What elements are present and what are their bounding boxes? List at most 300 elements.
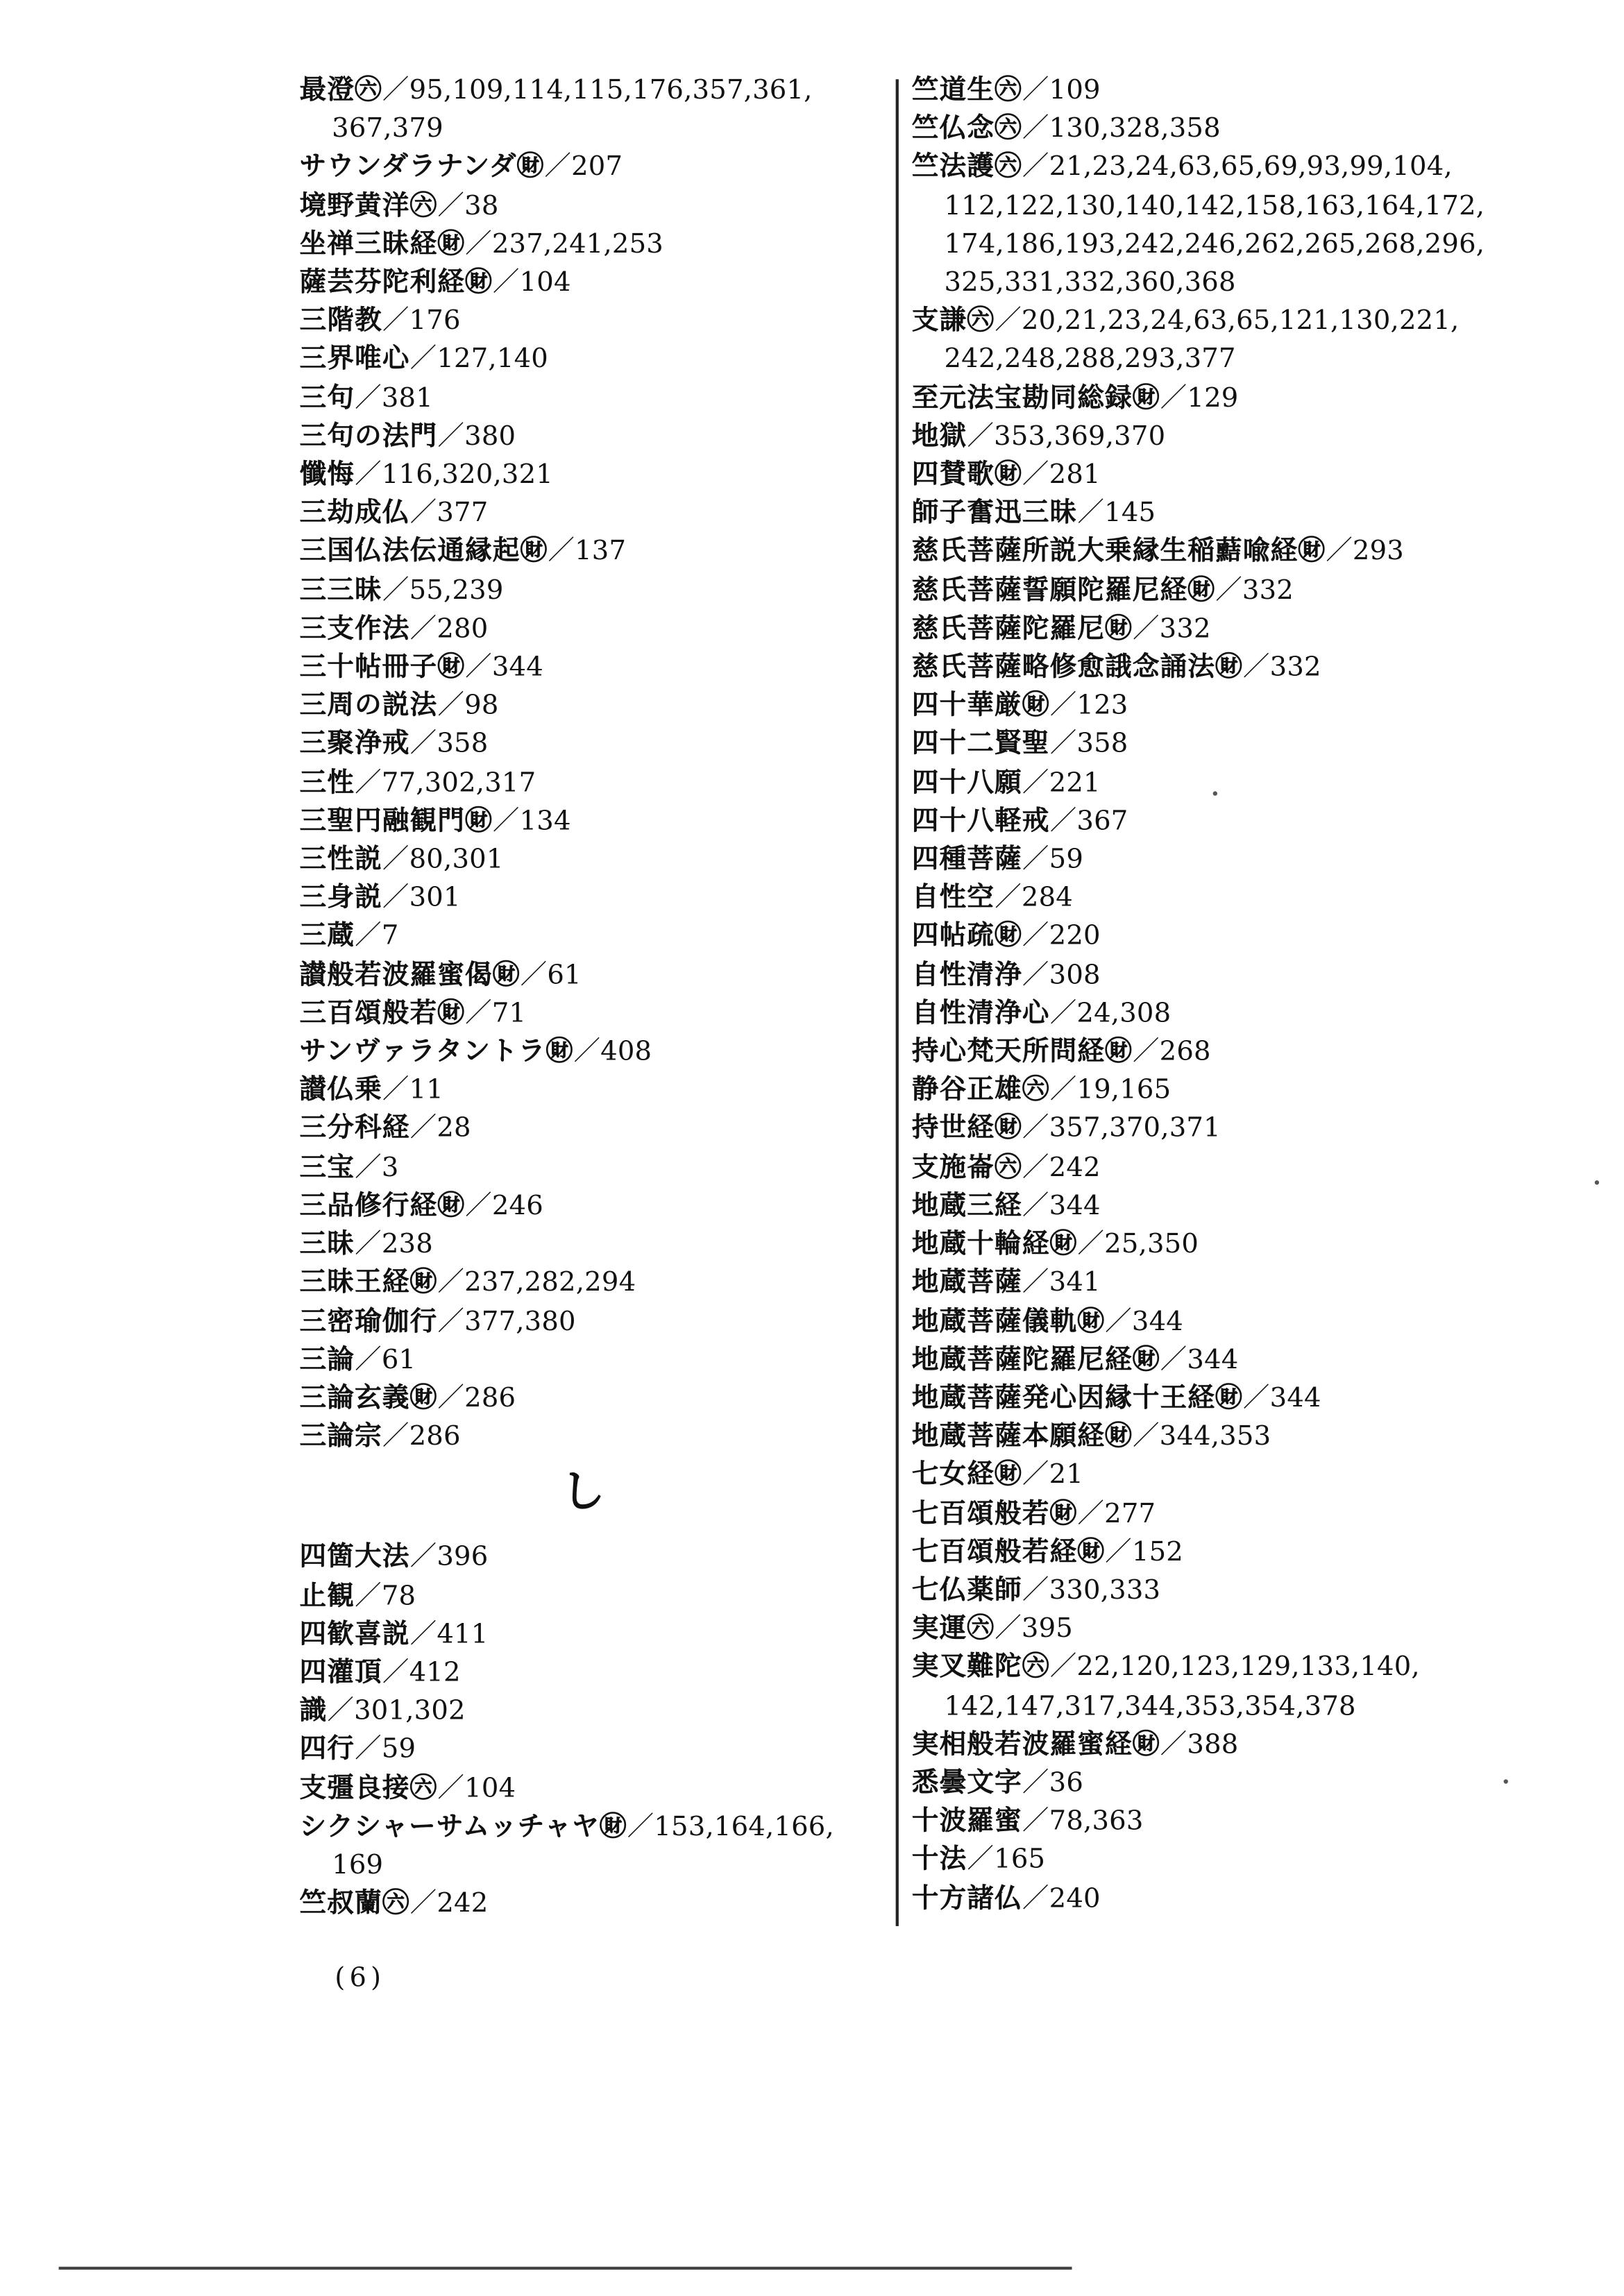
entry-separator: ／ (1022, 1190, 1049, 1222)
entry-term: 三密瑜伽行 (299, 1306, 438, 1337)
entry-separator: ／ (437, 1772, 465, 1804)
index-entry (912, 110, 1573, 148)
entry-line (300, 1808, 902, 1846)
index-entry (912, 1572, 1573, 1610)
entry-line (300, 803, 902, 841)
entry-line (912, 803, 1573, 841)
entry-separator: ／ (573, 1036, 601, 1068)
entry-term: 七百頌般若経㊖ (911, 1536, 1106, 1568)
entry-term: 七百頌般若㊖ (911, 1498, 1078, 1529)
entry-line (300, 1616, 902, 1654)
entry-term: 止観 (299, 1580, 355, 1612)
entry-separator: ／ (967, 1844, 995, 1876)
entry-page-refs: 344 (1049, 1190, 1101, 1222)
entry-page-refs: 220 (1049, 921, 1101, 953)
entry-line (912, 1572, 1573, 1610)
index-entry (912, 1226, 1573, 1264)
entry-line (912, 110, 1573, 148)
entry-term: 支謙㊅ (911, 305, 995, 337)
entry-page-refs: 145 (1104, 498, 1156, 529)
entry-separator: ／ (409, 1542, 437, 1573)
entry-term: 自性清浄 (911, 960, 1022, 991)
entry-separator: ／ (1049, 806, 1077, 837)
entry-page-refs: 280 (437, 613, 489, 645)
entry-line (300, 457, 902, 495)
entry-term: 三論玄義㊖ (299, 1382, 438, 1414)
entry-line (300, 1885, 902, 1923)
entry-term: 三聚浄戒 (299, 729, 410, 760)
entry-term: 三国仏法伝通縁起㊖ (299, 536, 548, 568)
index-entry (912, 957, 1573, 995)
entry-separator: ／ (465, 228, 492, 260)
index-entry (912, 841, 1573, 879)
entry-separator: ／ (382, 575, 409, 606)
index-entry (300, 149, 902, 187)
entry-page-refs: 153,164,166, (654, 1811, 834, 1842)
entry-term: 四帖疏㊖ (911, 921, 1022, 953)
entry-line (300, 1770, 902, 1808)
entry-page-refs: 7 (381, 921, 399, 953)
entry-separator: ／ (492, 806, 520, 837)
entry-page-refs: 332 (1269, 652, 1321, 683)
entry-page-refs: 240 (1049, 1882, 1101, 1914)
entry-line (912, 1187, 1573, 1225)
entry-line (300, 957, 902, 995)
entry-term: 地獄 (911, 420, 967, 452)
entry-page-refs: 165 (994, 1844, 1046, 1876)
entry-page-refs: 152 (1131, 1536, 1183, 1568)
index-entry (300, 1885, 902, 1923)
entry-term: 三性説 (299, 844, 382, 876)
entry-page-refs: 71 (491, 998, 527, 1029)
entry-line (300, 726, 902, 764)
entry-line (912, 957, 1573, 995)
entry-separator: ／ (1132, 613, 1160, 645)
entry-page-refs-continued: 174,186,193,242,246,262,265,268,296, (944, 228, 1485, 260)
index-entry (300, 880, 902, 918)
entry-term: 讃般若波羅蜜偈㊖ (299, 960, 521, 991)
entry-line (300, 1380, 902, 1418)
entry-term: 三句 (299, 382, 355, 414)
entry-term: 四灌頂 (299, 1657, 382, 1689)
entry-page-refs-continued: 325,331,332,360,368 (944, 267, 1236, 298)
entry-term: 四十二賢聖 (911, 729, 1050, 760)
index-entry (912, 1610, 1573, 1649)
entry-line (912, 1495, 1573, 1533)
entry-term: 三昧王経㊖ (299, 1267, 438, 1298)
index-entry (912, 149, 1573, 303)
index-entry (300, 303, 902, 341)
entry-term: 三蔵 (299, 921, 355, 953)
entry-separator: ／ (1049, 1075, 1077, 1106)
entry-page-refs: 344 (491, 652, 543, 683)
entry-page-refs: 238 (381, 1229, 433, 1260)
entry-separator: ／ (1326, 536, 1353, 568)
entry-line (912, 1226, 1573, 1264)
entry-line (912, 880, 1573, 918)
entry-separator: ／ (437, 1267, 465, 1298)
entry-line (300, 1418, 902, 1456)
entry-term: 慈氏菩薩陀羅尼㊖ (911, 613, 1133, 645)
entry-term: 薩芸芬陀利経㊖ (299, 267, 493, 298)
entry-line (300, 1264, 902, 1302)
entry-line (912, 649, 1573, 687)
entry-term: 地蔵菩薩陀羅尼経㊖ (911, 1344, 1160, 1375)
entry-separator: ／ (548, 536, 575, 568)
entry-page-refs: 412 (409, 1657, 461, 1689)
entry-page-refs: 381 (381, 382, 433, 414)
entry-line (912, 1341, 1573, 1379)
entry-page-refs-continued: 169 (332, 1849, 384, 1881)
entry-term: 三性 (299, 767, 355, 799)
index-entry (912, 1418, 1573, 1456)
entry-page-refs: 281 (1049, 459, 1101, 491)
entry-separator: ／ (1022, 767, 1049, 799)
entry-page-refs: 341 (1049, 1267, 1101, 1298)
entry-page-refs: 22,120,123,129,133,140, (1076, 1651, 1420, 1683)
entry-line (912, 149, 1573, 187)
entry-term: 四十八軽戒 (911, 806, 1050, 837)
entry-separator: ／ (355, 921, 382, 953)
entry-line (912, 303, 1573, 341)
entry-page-refs: 246 (491, 1190, 543, 1222)
entry-separator: ／ (465, 652, 492, 683)
entry-term: 慈氏菩薩誓願陀羅尼経㊖ (911, 575, 1216, 606)
index-entry (912, 1495, 1573, 1533)
entry-line (912, 1842, 1573, 1880)
index-entry (912, 572, 1573, 610)
entry-term: 三百頌般若㊖ (299, 998, 466, 1029)
entry-page-refs: 268 (1159, 1036, 1211, 1068)
entry-term: 四賛歌㊖ (911, 459, 1022, 491)
entry-term: 三支作法 (299, 613, 410, 645)
entry-term: 懺悔 (299, 459, 355, 491)
index-entry (300, 1149, 902, 1187)
entry-line (912, 765, 1573, 803)
index-entry (912, 1187, 1573, 1225)
entry-separator: ／ (382, 883, 409, 914)
index-entry (912, 1303, 1573, 1341)
entry-line (912, 1533, 1573, 1572)
index-entry (300, 995, 902, 1033)
entry-line (300, 765, 902, 803)
entry-page-refs: 344 (1269, 1382, 1321, 1414)
index-entry (300, 649, 902, 687)
index-entry (300, 1770, 902, 1808)
entry-term: 坐禅三昧経㊖ (299, 228, 466, 260)
entry-page-refs: 36 (1049, 1767, 1084, 1798)
entry-separator: ／ (355, 1344, 382, 1375)
entry-term: 三周の説法 (299, 690, 438, 722)
entry-separator: ／ (437, 690, 465, 722)
entry-line (912, 495, 1573, 534)
entry-separator: ／ (1049, 690, 1077, 722)
entry-separator: ／ (437, 420, 465, 452)
entry-separator: ／ (382, 305, 409, 337)
entry-term: 地蔵十輪経㊖ (911, 1229, 1078, 1260)
entry-separator: ／ (1022, 844, 1049, 876)
index-entry (300, 1418, 902, 1456)
entry-line (300, 1539, 902, 1577)
entry-separator: ／ (409, 1619, 437, 1650)
speck (1595, 1180, 1599, 1184)
index-entry (300, 72, 902, 149)
index-entry (912, 726, 1573, 764)
entry-separator: ／ (355, 1734, 382, 1765)
entry-page-refs: 242 (437, 1888, 489, 1919)
entry-page-refs: 98 (464, 690, 499, 722)
entry-page-refs: 332 (1159, 613, 1211, 645)
entry-line (300, 1303, 902, 1341)
entry-term: 慈氏菩薩所説大乗縁生稲䕸喩経㊖ (911, 536, 1326, 568)
entry-separator: ／ (382, 74, 409, 106)
index-entry (912, 1341, 1573, 1379)
entry-separator: ／ (995, 305, 1022, 337)
entry-separator: ／ (355, 459, 382, 491)
entry-term: 四行 (299, 1734, 355, 1765)
index-entry (912, 495, 1573, 534)
entry-term: 三宝 (299, 1152, 355, 1183)
entry-separator: ／ (492, 267, 520, 298)
entry-line (300, 841, 902, 879)
index-entry (912, 534, 1573, 572)
entry-line (300, 1149, 902, 1187)
entry-term: 地蔵菩薩発心因縁十王経㊖ (911, 1382, 1243, 1414)
index-entry (912, 688, 1573, 726)
index-entry (912, 1264, 1573, 1302)
entry-line (912, 1610, 1573, 1649)
entry-line (300, 1693, 902, 1731)
index-entry (300, 380, 902, 418)
index-entry (912, 303, 1573, 380)
index-entry (912, 1649, 1573, 1726)
entry-separator: ／ (355, 382, 382, 414)
index-entry (912, 1764, 1573, 1803)
index-entry (300, 495, 902, 534)
index-entry (912, 72, 1573, 110)
entry-term: 三論 (299, 1344, 355, 1375)
index-entry (300, 1693, 902, 1731)
entry-term: 三句の法門 (299, 420, 438, 452)
speck (1213, 791, 1217, 795)
entry-page-refs: 104 (464, 1772, 516, 1804)
entry-separator: ／ (1022, 1459, 1049, 1491)
entry-separator: ／ (1160, 382, 1187, 414)
index-entry (912, 418, 1573, 457)
entry-term: 四箇大法 (299, 1542, 410, 1573)
index-entry (300, 765, 902, 803)
entry-term: 地蔵菩薩本願経㊖ (911, 1421, 1133, 1452)
entry-line (300, 72, 902, 110)
entry-line (300, 1731, 902, 1769)
entry-line (300, 611, 902, 649)
index-entry (300, 572, 902, 610)
index-entry (300, 803, 902, 841)
entry-separator: ／ (355, 767, 382, 799)
entry-term: 四十華厳㊖ (911, 690, 1050, 722)
entry-separator: ／ (409, 498, 437, 529)
entry-page-refs: 11 (409, 1075, 444, 1106)
entry-page-refs: 277 (1104, 1498, 1156, 1529)
index-entry (300, 1226, 902, 1264)
entry-line (912, 457, 1573, 495)
entry-term: 慈氏菩薩略修愈誐念誦法㊖ (911, 652, 1243, 683)
entry-page-refs: 21,23,24,63,65,69,93,99,104, (1049, 151, 1453, 183)
entry-term: 自性空 (911, 883, 995, 914)
index-entry (300, 418, 902, 457)
entry-page-refs: 377 (437, 498, 489, 529)
entry-page-refs: 332 (1242, 575, 1294, 606)
index-entry (300, 1808, 902, 1885)
entry-term: 竺道生㊅ (911, 74, 1022, 106)
index-entry (300, 611, 902, 649)
bottom-rule (59, 2267, 1072, 2269)
index-entry (912, 1457, 1573, 1495)
entry-term: 十方諸仏 (911, 1882, 1022, 1914)
entry-line (300, 534, 902, 572)
entry-page-refs: 358 (437, 729, 489, 760)
entry-term: 三品修行経㊖ (299, 1190, 466, 1222)
index-entry (300, 264, 902, 303)
entry-page-refs: 237,241,253 (491, 228, 664, 260)
entry-line (912, 1034, 1573, 1072)
entry-line (300, 1654, 902, 1692)
entry-separator: ／ (382, 1421, 409, 1452)
index-entry (300, 457, 902, 495)
entry-separator: ／ (437, 1382, 465, 1414)
entry-separator: ／ (382, 1657, 409, 1689)
entry-page-refs: 129 (1187, 382, 1239, 414)
entry-separator: ／ (1049, 998, 1077, 1029)
entry-separator: ／ (355, 1580, 382, 1612)
entry-page-refs: 109 (1049, 74, 1101, 106)
index-entry (300, 1072, 902, 1110)
entry-page-refs: 78,363 (1049, 1805, 1144, 1837)
entry-line (912, 572, 1573, 610)
entry-page-refs: 396 (437, 1542, 489, 1573)
entry-line (300, 918, 902, 956)
entry-page-refs: 207 (571, 151, 623, 183)
index-entry (912, 995, 1573, 1033)
entry-page-refs: 116,320,321 (381, 459, 553, 491)
entry-line (300, 1577, 902, 1615)
entry-separator: ／ (520, 960, 548, 991)
entry-term: 七女経㊖ (911, 1459, 1022, 1491)
entry-separator: ／ (967, 420, 995, 452)
entry-page-refs: 61 (547, 960, 582, 991)
entry-line (912, 72, 1573, 110)
entry-term: 十法 (911, 1844, 967, 1876)
entry-page-refs: 358 (1076, 729, 1128, 760)
entry-line (300, 341, 902, 380)
entry-line (300, 380, 902, 418)
entry-separator: ／ (465, 998, 492, 1029)
entry-line (912, 1072, 1573, 1110)
entry-term: 三十帖冊子㊖ (299, 652, 466, 683)
entry-separator: ／ (1105, 1536, 1132, 1568)
entry-line (912, 1803, 1573, 1841)
entry-term: 三劫成仏 (299, 498, 410, 529)
entry-page-refs-continued: 112,122,130,140,142,158,163,164,172, (944, 190, 1485, 221)
entry-separator: ／ (327, 1696, 355, 1727)
index-entry (300, 1187, 902, 1225)
entry-line (912, 1111, 1573, 1149)
index-entry (912, 918, 1573, 956)
entry-line (300, 495, 902, 534)
entry-line (300, 880, 902, 918)
entry-separator: ／ (1160, 1344, 1187, 1375)
entry-page-refs: 25,350 (1104, 1229, 1199, 1260)
entry-separator: ／ (437, 190, 465, 221)
index-entry (912, 1111, 1573, 1149)
index-entry (300, 226, 902, 264)
entry-separator: ／ (1049, 1651, 1077, 1683)
entry-page-refs: 28 (437, 1113, 471, 1145)
entry-separator: ／ (1022, 1267, 1049, 1298)
entry-separator: ／ (1022, 1767, 1049, 1798)
entry-line (300, 187, 902, 226)
index-entry (912, 1149, 1573, 1187)
entry-line (912, 380, 1573, 418)
entry-page-refs: 353,369,370 (994, 420, 1166, 452)
entry-page-refs: 59 (1049, 844, 1084, 876)
index-entry (912, 803, 1573, 841)
entry-page-refs: 137 (575, 536, 627, 568)
entry-line (300, 649, 902, 687)
index-entry (912, 1726, 1573, 1764)
entry-separator: ／ (382, 1075, 409, 1106)
entry-separator: ／ (382, 844, 409, 876)
entry-separator: ／ (409, 1888, 437, 1919)
index-entry (912, 1533, 1573, 1572)
right-column (912, 72, 1573, 1919)
entry-separator: ／ (355, 1152, 382, 1183)
entry-separator: ／ (409, 613, 437, 645)
entry-term: 七仏薬師 (911, 1575, 1022, 1606)
index-entry (300, 1654, 902, 1692)
entry-line (912, 995, 1573, 1033)
entry-separator: ／ (1022, 1805, 1049, 1837)
entry-page-refs: 301 (409, 883, 461, 914)
entry-term: 支施崙㊅ (911, 1152, 1022, 1183)
entry-page-refs: 367 (1076, 806, 1128, 837)
entry-line (912, 1380, 1573, 1418)
entry-page-refs: 123 (1076, 690, 1128, 722)
entry-line (300, 264, 902, 303)
entry-separator: ／ (995, 1613, 1022, 1644)
entry-line (300, 226, 902, 264)
index-entry (912, 380, 1573, 418)
entry-page-refs: 284 (1021, 883, 1073, 914)
entry-line (912, 1649, 1573, 1687)
entry-line (912, 1764, 1573, 1803)
entry-term: 実運㊅ (911, 1613, 995, 1644)
entry-page-refs: 21 (1049, 1459, 1084, 1491)
index-entry (300, 841, 902, 879)
entry-separator: ／ (355, 1229, 382, 1260)
entry-page-refs: 130,328,358 (1049, 113, 1221, 144)
index-entry (300, 1111, 902, 1149)
entry-page-refs: 38 (464, 190, 499, 221)
index-entry (300, 918, 902, 956)
entry-term: 持世経㊖ (911, 1113, 1022, 1145)
entry-separator: ／ (1077, 1498, 1105, 1529)
entry-line (912, 726, 1573, 764)
entry-term: 三分科経 (299, 1113, 410, 1145)
entry-line (912, 1418, 1573, 1456)
entry-separator: ／ (1215, 575, 1242, 606)
entry-separator: ／ (544, 151, 572, 183)
